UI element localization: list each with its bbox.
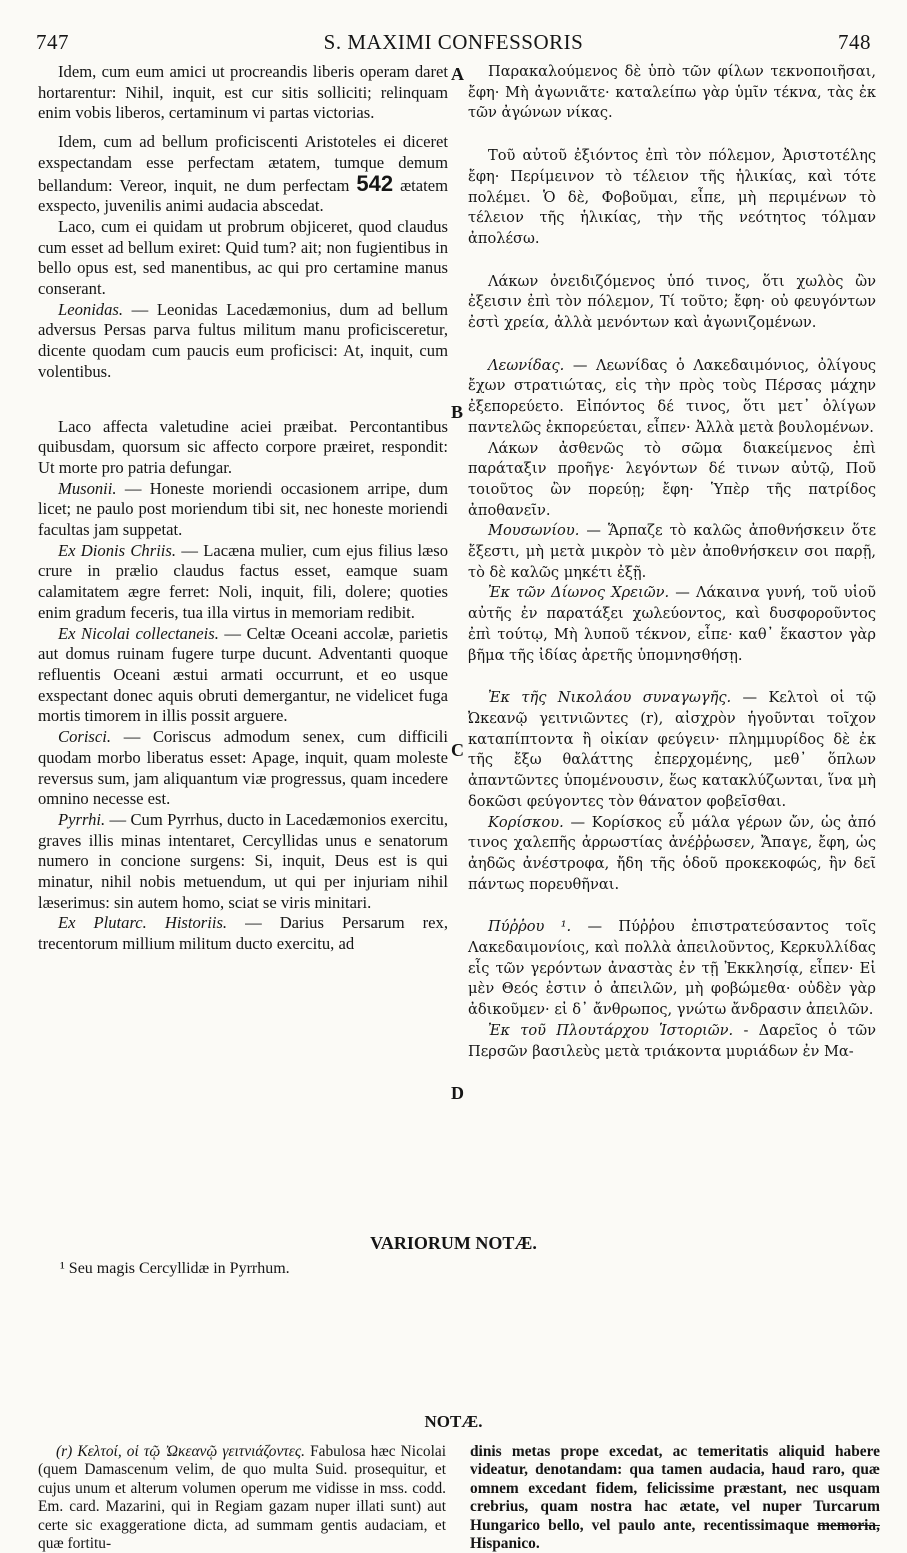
section-marker-c: C [451, 740, 464, 760]
latin-text: — Cum Pyrrhus, ducto in Lacedæmonios exercitu, graves illis minas intentaret, Cercyllidas unus e senatorum numero in concione surgens: Si, inquit, Deus est is qui minatur, nihil nobis metuendum, ut qui per injuriam nihil læserimus: sin autem homo, sciat se viris minitari. [38, 809, 448, 912]
greek-paragraph [468, 356, 876, 439]
running-title: S. MAXIMI CONFESSORIS [323, 30, 584, 54]
section-heading: Ἐκ τῶν Δίωνος Χρειῶν. [488, 584, 670, 602]
struck-text: memoria, [817, 1516, 880, 1534]
note-text: dinis metas prope excedat, ac temeritatis aliquid habere videatur, denotandam: qua tamen audacia, haud raro, quæ omnem excedant fidem, felicissime præstant, nec usquam crebrius, quam nostra hac ætate, vel nuper Turcarum Hungarico bello, vel paulo ante, recentissimaque [470, 1443, 880, 1534]
greek-text: — Λάκαινα γυνή, τοῦ υἱοῦ αὐτῆς ἐν παρατάξει χωλεύοντος, καὶ δυσφοροῦντος ἐπὶ τούτῳ, Μὴ λυποῦ τέκνον, εἶπε· καθ᾽ ἕκαστον γὰρ βῆμα τῆς ἰδίας ἀρετῆς ὑπομνησθήσῃ. [468, 584, 876, 664]
note-paragraph [38, 1443, 446, 1553]
greek-text: — Κορίσκος εὖ μάλα γέρων ὤν, ὡς ἀπό τινος χαλεπῆς ἀρρωστίας ἀνέῤῥωσεν, Ἄπαγε, ἔφη, ὡς ἀηδῶς ἀνέστροφα, ἤδη τῆς ὁδοῦ προκεκοφώς, ἣν δεῖ πάντως πορευθῆναι. [468, 813, 877, 893]
greek-text: — Ἅρπαζε τὸ καλῶς ἀποθνήσκειν ὅτε ἔξεστι, μὴ μετὰ μικρὸν τὸ μὲν ἀποθνήσκειν σοι παρῇ, τὸ δὲ καλῶς μηκέτι ἐξῇ. [468, 522, 877, 581]
variorum-note: ¹ Seu magis Cercyllidæ in Pyrrhum. [60, 1260, 290, 1277]
section-marker-d: D [451, 1083, 464, 1103]
latin-paragraph [38, 479, 448, 541]
section-heading: Πύῤῥου ¹. [488, 918, 572, 936]
section-heading: Ex Plutarc. Historiis. [58, 913, 228, 933]
greek-paragraph: Λάκων ὀνειδιζόμενος ὑπό τινος, ὅτι χωλὸς ὢν ἐξεισιν ἐπὶ τὸν πόλεμον, Τί τοῦτο; ἔφη· οὐ φευγόντων ἐστὶ χρεία, ἀλλὰ μενόντων καὶ ἀγωνιζομένων. [468, 272, 876, 332]
notes-title: NOTÆ. [424, 1412, 483, 1431]
latin-paragraph [38, 913, 448, 954]
greek-paragraph [468, 917, 876, 1021]
note-heading: (r) Κελτοί, οἱ τῷ Ὠκεανῷ γειτνιάζοντες. [56, 1443, 305, 1460]
section-heading: Leonidas. [58, 299, 123, 319]
note-paragraph [470, 1443, 880, 1553]
section-heading: Corisci. [58, 727, 112, 747]
section-heading: Ex Dionis Chriis. [58, 540, 177, 560]
greek-text: — Κελτοὶ οἱ τῷ Ὠκεανῷ γειτνιῶντες (r), αἰσχρὸν ἡγοῦνται τοῖχον καταπίπτοντα ἢ οἰκίαν φεύγειν· πλημμυρίδος δὲ ἐκ τῆς ἔξω θαλάττης ἐπερχομένης, μεθ᾽ ὅπλων ἀπαντῶντες ὑπομένουσιν, ἕως κατακλύζωνται, ἵνα μὴ δοκῶσι φεύγοντες τὸν θάνατον φοβεῖσθαι. [468, 689, 877, 810]
page-header [36, 30, 871, 60]
latin-text: Idem, cum ad bellum proficiscenti Aristoteles ei diceret exspectandam esse perfectam ætatem, tumque demum bellandum: Vereor, inquit, ne dum perfectam [38, 132, 448, 195]
notes-left-column [38, 1443, 446, 1553]
section-marker-b: B [451, 402, 464, 422]
section-heading: Pyrrhi. [58, 809, 106, 829]
section-heading: Λεωνίδας. [488, 356, 565, 374]
section-heading: Musonii. [58, 478, 117, 498]
latin-paragraph [38, 541, 448, 624]
section-heading: Ἐκ τοῦ Πλουτάρχου Ἱστοριῶν. [488, 1021, 734, 1039]
greek-paragraph [468, 1021, 876, 1062]
greek-text: — Πύῤῥου ἐπιστρατεύσαντος τοῖς Λακεδαιμονίοις, καὶ πολλὰ ἀπειλοῦντος, Κερκυλλίδας εἷς τῶν γερόντων ἀναστὰς ἐν τῇ Ἐκκλησίᾳ, εἶπεν· Εἰ μὲν Θεός ἐστιν ὁ ἀπειλῶν, μὴ φοβώμεθα· οὐδὲν γὰρ ἀδικοῦμεν· εἰ δ᾽ ἄνθρωπος, γνώτω ἄνδρασιν ἀπειλῶν. [468, 918, 876, 1019]
greek-column [468, 62, 876, 1062]
latin-text: — Honeste moriendi occasionem arripe, dum licet; ne paulo post moriendum tibi sit, nec honeste moriendi facultas jam suppetat. [38, 478, 448, 540]
page-number-left: 747 [36, 30, 69, 54]
latin-text: ætatem exspecto, juvenilis animi audacia abscedat. [38, 175, 449, 216]
section-marker-a: A [451, 64, 464, 84]
section-heading: Κορίσκου. [488, 813, 564, 831]
latin-paragraph [38, 810, 448, 914]
greek-text: - Δαρεῖος ὁ τῶν Περσῶν βασιλεὺς μετὰ τριάκοντα μυριάδων ἐν Μα- [468, 1021, 877, 1060]
latin-paragraph: Laco affecta valetudine aciei præibat. Percontantibus quibusdam, quorsum sic affecto corpore præiret, respondit: Ut morte pro patria defungar. [38, 416, 448, 477]
latin-text: — Leonidas Lacedæmonius, dum ad bellum adversus Persas parva fultus militum manu proficisceretur, dicente quodam cum paucis eum proficisci: At, inquit, cum volentibus. [38, 299, 448, 381]
greek-paragraph [468, 813, 876, 896]
greek-paragraph [468, 583, 876, 666]
latin-text: — Darius Persarum rex, trecentorum millium militum ducto exercitu, ad [38, 913, 448, 954]
greek-text: — Λεωνίδας ὁ Λακεδαιμόνιος, ὀλίγους ἔχων στρατιώτας, εἰς τὴν πρὸς τοὺς Πέρσας μάχην ἐξεπορεύετο. Εἰπόντος δέ τινος, ὅτι μετ᾽ ὀλίγων παντελῶς ἐκπορεύεται, εἶπεν· Ἀλλὰ μετὰ βουλομένων. [468, 356, 877, 436]
latin-text: — Coriscus admodum senex, cum difficili quodam morbo liberatus esset: Apage, inquit, quam moleste reversus sum, jam aliquantum viæ progressus, quam incedere omnino necesse est. [38, 727, 448, 809]
greek-paragraph [468, 521, 876, 583]
latin-text: — Celtæ Oceani accolæ, parietis aut domus ruinam fugere turpe ducunt. Adventanti quoque refluentis Oceani æstui armati occurrunt, et eo usque exspectant donec aquis obruti demergantur, ne videlicet fuga mortis timorem in illis possit arguere. [38, 623, 448, 726]
note-text: Hispanico. [470, 1535, 540, 1553]
greek-paragraph: Λάκων ἀσθενῶς τὸ σῶμα διακείμενος ἐπὶ παράταξιν προῆγε· λεγόντων δέ τινων αὐτῷ, Ποῦ τοιοῦτος ὢν πορεύῃ; ἔφη· Ὑπὲρ τῆς πατρίδος ἀποθανεῖν. [468, 439, 876, 519]
variorum-notes-title: VARIORUM NOTÆ. [370, 1233, 537, 1253]
section-heading: Ἐκ τῆς Νικολάου συναγωγῆς. [488, 689, 732, 707]
latin-paragraph [38, 727, 448, 810]
latin-paragraph [38, 624, 448, 728]
latin-paragraph [38, 300, 448, 383]
note-text: Fabulosa hæc Nicolai (quem Damascenum velim, de quo multa Suid. prosequitur, et cujus unum et alterum volumen operum me vidisse in mss. codd. Em. card. Mazarini, qui in Regiam gazam nuper illati sunt) aut certe sic exaggeratione dicta, ad summam gentis audaciam, et quæ fortitu- [38, 1443, 446, 1553]
greek-paragraph: Τοῦ αὐτοῦ ἐξιόντος ἐπὶ τὸν πόλεμον, Ἀριστοτέλης ἔφη· Περίμεινον τὸ τέλειον τῆς ἡλικίας, καὶ τότε πολέμει. Ὁ δὲ, Φοβοῦμαι, εἶπε, μὴ περιμένων τὸ τέλειον τῆς ἡλικίας, τὴν τῆς νεότητος τόλμαν ἀπολέσω. [468, 147, 876, 247]
latin-column [38, 62, 448, 955]
latin-paragraph: Laco, cum ei quidam ut probrum objiceret, quod claudus cum esset ad bellum exiret: Quid tum? ait; non fugientibus in bello opus est, sed manentibus, ac qui pro certamine manus conserant. [38, 216, 448, 299]
page-number-right: 748 [838, 30, 871, 54]
column-number: 542 [356, 170, 394, 196]
latin-paragraph [38, 132, 448, 217]
latin-text: — Lacæna mulier, cum ejus filius læso crure in prælio claudus factus esset, eamque suam calamitatem ægre ferret: Noli, inquit, fili, dolere; quoties enim gradum feceris, tua illa virtus in memoriam redibit. [38, 540, 448, 622]
section-heading: Ex Nicolai collectaneis. [58, 623, 219, 643]
notes-right-column [470, 1443, 880, 1553]
greek-paragraph: Παρακαλούμενος δὲ ὑπὸ τῶν φίλων τεκνοποιῆσαι, ἔφη· Μὴ ἀγωνιᾶτε· καταλείπω γὰρ ὑμῖν τέκνα, τὰς ἐκ τῶν ἀγώνων νίκας. [468, 63, 876, 122]
greek-paragraph [468, 688, 876, 812]
latin-paragraph: Idem, cum eum amici ut procreandis liberis operam daret hortarentur: Nihil, inquit, est cur sitis solliciti; relinquam enim vobis liberos, certaminum vi partas victorias. [38, 62, 448, 123]
section-heading: Μουσωνίου. [488, 522, 580, 540]
